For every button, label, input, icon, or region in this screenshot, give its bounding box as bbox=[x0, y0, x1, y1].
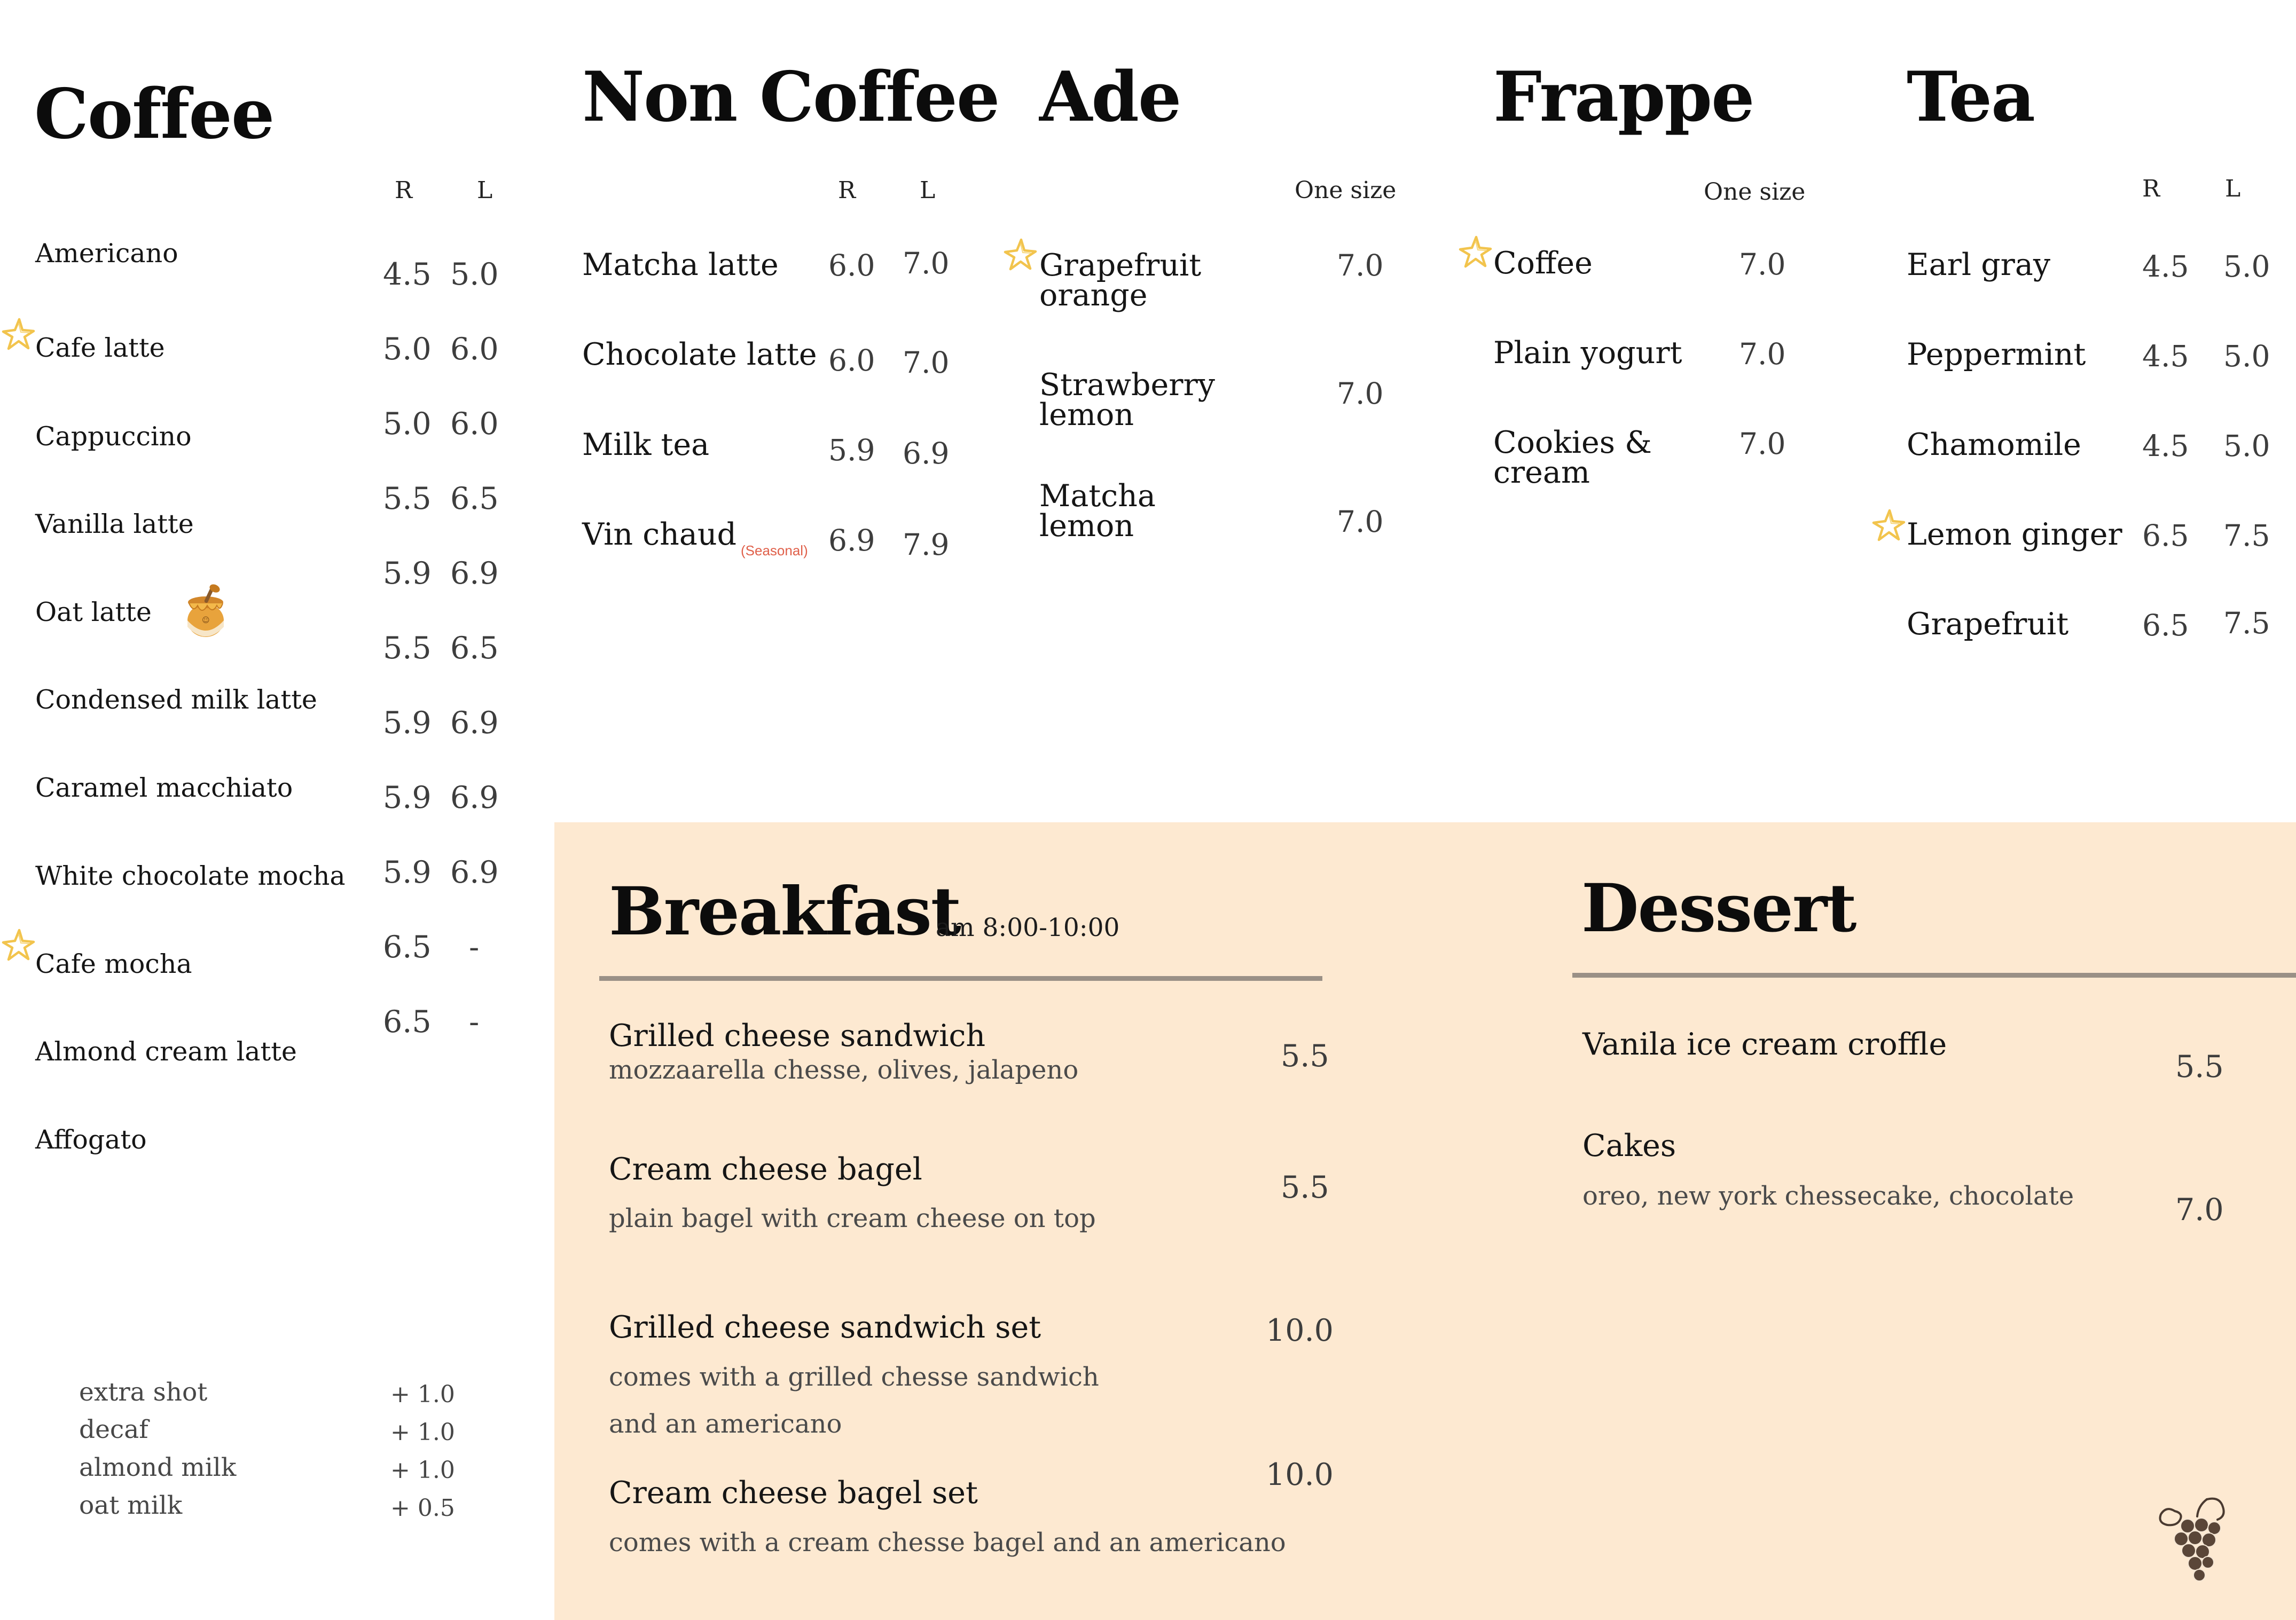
dessert-item-price: 5.5 bbox=[2175, 1049, 2224, 1084]
tea-price-r: 6.5 bbox=[2142, 518, 2189, 553]
non-coffee-price-r: 6.0 bbox=[828, 343, 875, 378]
star-icon bbox=[1871, 508, 1906, 542]
non-coffee-price-r: 6.0 bbox=[828, 248, 875, 282]
svg-text:☺: ☺ bbox=[202, 616, 210, 625]
coffee-title: Coffee bbox=[34, 74, 274, 154]
extra-name: extra shot bbox=[79, 1378, 208, 1407]
coffee-price-r: 6.5 bbox=[383, 1004, 432, 1040]
coffee-item: Vanilla latte bbox=[35, 509, 194, 539]
ade-item-line-1: Matcha bbox=[1039, 478, 1156, 514]
tea-item: Peppermint bbox=[1907, 337, 2086, 372]
coffee-price-r: 6.5 bbox=[383, 930, 432, 965]
breakfast-item-desc: and an americano bbox=[609, 1409, 842, 1439]
coffee-item: Condensed milk latte bbox=[35, 685, 317, 715]
extra-price: + 1.0 bbox=[390, 1381, 455, 1408]
coffee-price-r: 5.5 bbox=[383, 481, 432, 516]
breakfast-item-desc: comes with a cream chesse bagel and an americano bbox=[609, 1528, 1286, 1558]
tea-price-r: 4.5 bbox=[2142, 429, 2189, 463]
ade-item bbox=[1039, 367, 1215, 432]
ade-item-line-1: Strawberry bbox=[1039, 367, 1215, 403]
tea-price-r: 4.5 bbox=[2142, 249, 2189, 284]
ade-price: 7.0 bbox=[1337, 505, 1384, 539]
non-coffee-price-l: 6.9 bbox=[903, 436, 950, 470]
dessert-item-name: Vanila ice cream croffle bbox=[1582, 1027, 1947, 1062]
extra-name: oat milk bbox=[79, 1491, 183, 1520]
non-coffee-price-l: 7.0 bbox=[903, 246, 950, 280]
ade-item-line-1: Grapefruit bbox=[1039, 248, 1202, 283]
coffee-price-r: 5.5 bbox=[383, 631, 432, 666]
frappe-item bbox=[1493, 246, 1593, 281]
non-coffee-price-r: 6.9 bbox=[828, 523, 875, 557]
frappe-price: 7.0 bbox=[1739, 427, 1786, 461]
tea-item: Lemon ginger bbox=[1907, 517, 2122, 552]
tea-price-l: 7.5 bbox=[2223, 606, 2270, 640]
frappe-price: 7.0 bbox=[1739, 247, 1786, 281]
breakfast-item-name: Grilled cheese sandwich set bbox=[609, 1310, 1041, 1345]
breakfast-item-price: 10.0 bbox=[1266, 1457, 1334, 1492]
breakfast-item-name: Grilled cheese sandwich bbox=[609, 1018, 986, 1053]
extra-name: decaf bbox=[79, 1415, 148, 1444]
grapes-icon bbox=[2156, 1495, 2236, 1586]
coffee-price-r: 5.9 bbox=[383, 855, 432, 890]
honey-jar-icon bbox=[183, 583, 229, 639]
coffee-price-r: 4.5 bbox=[383, 257, 432, 292]
non-coffee-item: Chocolate latte bbox=[582, 337, 817, 372]
coffee-price-l: 6.9 bbox=[450, 780, 499, 815]
coffee-item: White chocolate mocha bbox=[35, 861, 346, 891]
breakfast-divider bbox=[599, 976, 1322, 981]
ade-title: Ade bbox=[1039, 57, 1181, 137]
breakfast-item-desc: plain bagel with cream cheese on top bbox=[609, 1204, 1096, 1233]
frappe-item bbox=[1493, 425, 1652, 490]
coffee-size-r: R bbox=[395, 177, 413, 204]
frappe-size: One size bbox=[1704, 178, 1806, 206]
tea-price-l: 5.0 bbox=[2223, 339, 2270, 373]
coffee-item: Caramel macchiato bbox=[35, 773, 293, 803]
dessert-item-price: 7.0 bbox=[2175, 1192, 2224, 1228]
coffee-price-r: 5.9 bbox=[383, 780, 432, 815]
dessert-item-name: Cakes bbox=[1582, 1128, 1676, 1163]
non-coffee-item: Vin chaud bbox=[582, 517, 737, 552]
extra-price: + 1.0 bbox=[390, 1457, 455, 1484]
tea-title: Tea bbox=[1907, 57, 2034, 137]
non-coffee-price-l: 7.9 bbox=[903, 528, 950, 562]
ade-item-line-2: orange bbox=[1039, 277, 1148, 313]
ade-item-line-2: lemon bbox=[1039, 397, 1134, 432]
coffee-item: Almond cream latte bbox=[35, 1036, 297, 1067]
tea-size-l: L bbox=[2225, 175, 2241, 202]
coffee-price-l: - bbox=[469, 1004, 480, 1040]
extra-name: almond milk bbox=[79, 1453, 237, 1482]
tea-item: Earl gray bbox=[1907, 247, 2051, 282]
coffee-price-l: 6.5 bbox=[450, 631, 499, 666]
ade-size: One size bbox=[1295, 177, 1397, 204]
frappe-item-line-1: Plain yogurt bbox=[1493, 335, 1682, 371]
frappe-title: Frappe bbox=[1493, 57, 1754, 137]
frappe-price: 7.0 bbox=[1739, 337, 1786, 371]
tea-price-l: 7.5 bbox=[2223, 518, 2270, 553]
frappe-item-line-2: cream bbox=[1493, 454, 1590, 490]
breakfast-item-desc: comes with a grilled chesse sandwich bbox=[609, 1362, 1099, 1392]
breakfast-item-name: Cream cheese bagel bbox=[609, 1152, 922, 1187]
ade-item bbox=[1039, 248, 1202, 313]
coffee-price-r: 5.9 bbox=[383, 705, 432, 741]
coffee-price-l: 6.0 bbox=[450, 406, 499, 442]
tea-price-r: 4.5 bbox=[2142, 339, 2189, 373]
coffee-item: Americano bbox=[35, 238, 178, 269]
non-coffee-price-r: 5.9 bbox=[828, 433, 875, 467]
coffee-item: Affogato bbox=[35, 1124, 147, 1155]
breakfast-item-price: 5.5 bbox=[1281, 1170, 1329, 1205]
coffee-price-r: 5.9 bbox=[383, 556, 432, 591]
star-icon bbox=[1, 317, 35, 351]
breakfast-item-name: Cream cheese bagel set bbox=[609, 1475, 978, 1511]
coffee-price-l: 6.0 bbox=[450, 332, 499, 367]
ade-item-line-2: lemon bbox=[1039, 508, 1134, 544]
coffee-size-l: L bbox=[477, 177, 493, 204]
star-icon bbox=[1003, 238, 1037, 272]
star-icon bbox=[1458, 235, 1492, 269]
ade-item bbox=[1039, 478, 1156, 544]
ade-price: 7.0 bbox=[1337, 376, 1384, 411]
coffee-price-l: 6.9 bbox=[450, 855, 499, 890]
dessert-title: Dessert bbox=[1581, 870, 1856, 947]
tea-size-r: R bbox=[2142, 175, 2160, 202]
coffee-price-l: 6.5 bbox=[450, 481, 499, 516]
breakfast-item-price: 10.0 bbox=[1266, 1313, 1334, 1348]
extra-price: + 0.5 bbox=[390, 1495, 455, 1522]
coffee-price-r: 5.0 bbox=[383, 332, 432, 367]
coffee-price-l: 6.9 bbox=[450, 556, 499, 591]
ade-price: 7.0 bbox=[1337, 248, 1384, 282]
dessert-item-desc: oreo, new york chessecake, chocolate bbox=[1582, 1181, 2074, 1211]
frappe-item bbox=[1493, 335, 1682, 371]
tea-price-l: 5.0 bbox=[2223, 429, 2270, 463]
non-coffee-size-l: L bbox=[920, 177, 936, 204]
breakfast-hours: am 8:00-10:00 bbox=[936, 913, 1120, 942]
coffee-item: Cappuccino bbox=[35, 421, 192, 452]
coffee-price-r: 5.0 bbox=[383, 406, 432, 442]
tea-price-l: 5.0 bbox=[2223, 249, 2270, 284]
non-coffee-size-r: R bbox=[838, 177, 856, 204]
coffee-item: Oat latte bbox=[35, 597, 152, 627]
extra-price: + 1.0 bbox=[390, 1419, 455, 1446]
star-icon bbox=[1, 928, 35, 962]
coffee-price-l: 6.9 bbox=[450, 705, 499, 741]
breakfast-item-price: 5.5 bbox=[1281, 1039, 1329, 1074]
coffee-price-l: - bbox=[469, 930, 480, 965]
coffee-item: Cafe mocha bbox=[35, 949, 192, 979]
frappe-item-line-1: Cookies & bbox=[1493, 425, 1652, 460]
seasonal-note: (Seasonal) bbox=[741, 542, 808, 559]
tea-item: Chamomile bbox=[1907, 427, 2081, 462]
non-coffee-item: Matcha latte bbox=[582, 247, 779, 282]
breakfast-item-desc: mozzaarella chesse, olives, jalapeno bbox=[609, 1055, 1079, 1085]
non-coffee-title: Non Coffee bbox=[582, 57, 999, 137]
tea-price-r: 6.5 bbox=[2142, 608, 2189, 642]
non-coffee-item: Milk tea bbox=[582, 427, 710, 462]
frappe-item-line-1: Coffee bbox=[1493, 246, 1593, 281]
tea-item: Grapefruit bbox=[1907, 607, 2069, 642]
non-coffee-price-l: 7.0 bbox=[903, 345, 950, 380]
coffee-item: Cafe latte bbox=[35, 333, 165, 363]
coffee-price-l: 5.0 bbox=[450, 257, 499, 292]
dessert-divider bbox=[1572, 973, 2296, 978]
breakfast-title: Breakfast bbox=[609, 873, 961, 950]
